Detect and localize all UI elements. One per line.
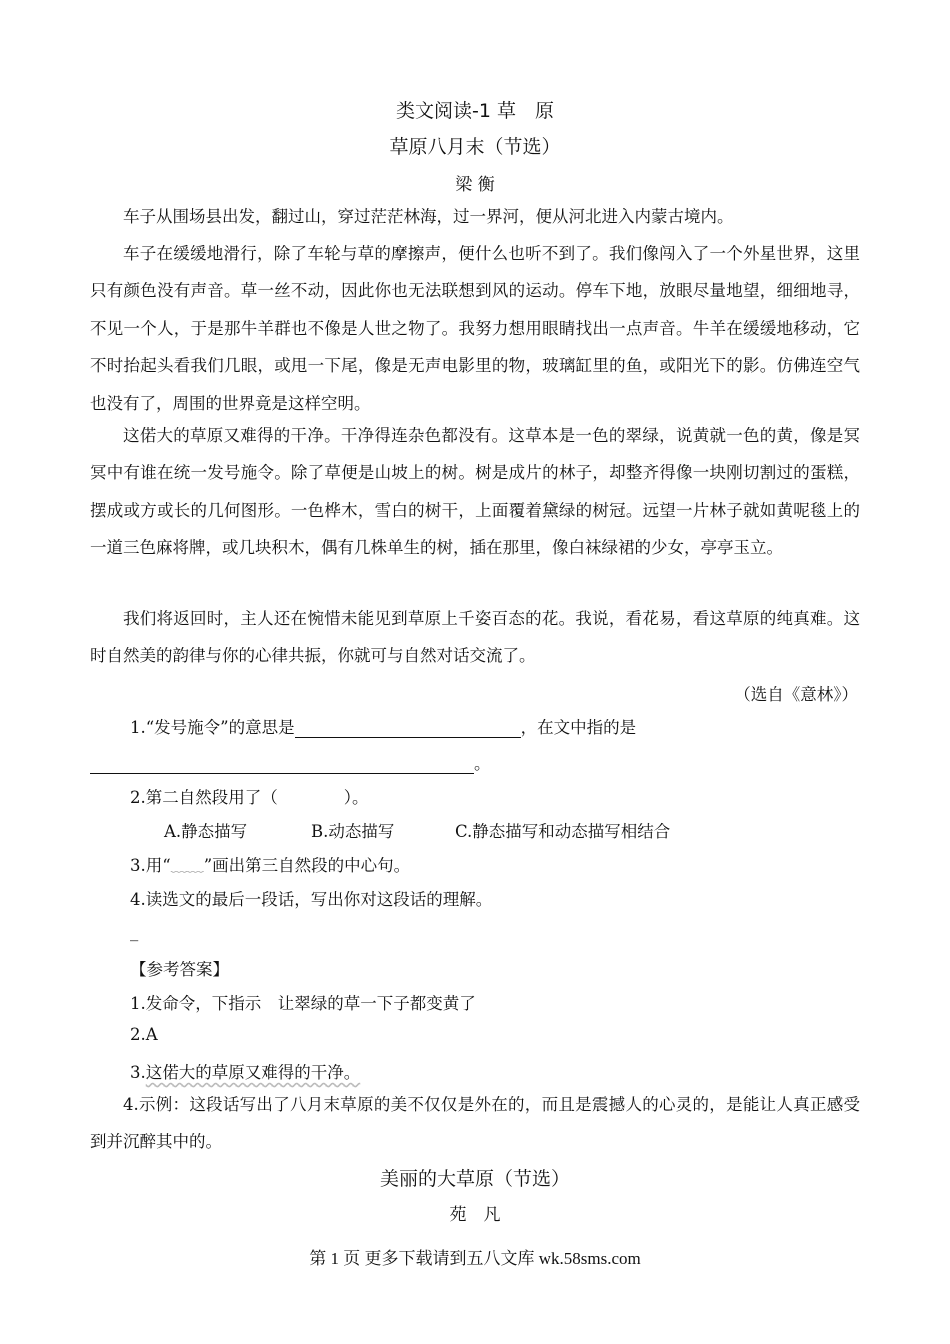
question-1-mid: ，在文中指的是 (520, 718, 637, 737)
paragraph-1: 车子从围场县出发，翻过山，穿过茫茫林海，过一界河，便从河北进入内蒙古境内。 (123, 207, 734, 226)
question-3 (130, 852, 410, 876)
answer-3-number: 3. (130, 1063, 146, 1082)
question-3-prefix: 3.用“ (130, 856, 171, 875)
question-2: 2.第二自然段用了（ ）。 (130, 788, 369, 807)
question-1-line-2 (90, 750, 491, 774)
wavy-line-mark: ﹏﹏ (170, 856, 204, 875)
question-1-prefix: 1.“发号施令”的意思是 (130, 718, 295, 737)
page-title: 类文阅读-1 草 原 (396, 100, 554, 122)
page-footer: 第 1 页 更多下载请到五八文库 wk.58sms.com (309, 1249, 641, 1268)
article-2-author: 苑 凡 (449, 1205, 501, 1225)
answer-3-text: 这偌大的草原又难得的干净。 (145, 1063, 361, 1082)
answer-blank-1[interactable] (295, 719, 521, 738)
question-4-blank[interactable]: _ (130, 922, 139, 941)
answer-3 (130, 1059, 360, 1083)
question-1-end: 。 (474, 754, 491, 773)
paragraph-2: 车子在缓缓地滑行，除了车轮与草的摩擦声，便什么也听不到了。我们像闯入了一个外星世界，这里只有颜色没有声音。草一丝不动，因此你也无法联想到风的运动。停车下地，放眼尽量地望，细细地寻，不见一个人，于是那牛羊群也不像是人世之物了。我努力想用眼睛找出一点声音。牛羊在缓缓地移动，它不时抬起头看我们几眼，或甩一下尾，像是无声电影里的物，玻璃缸里的鱼，或阳光下的影。仿佛连空气也没有了，周围的世界竟是这样空明。 (90, 244, 860, 413)
paragraph-4: 我们将返回时，主人还在惋惜未能见到草原上千姿百态的花。我说，看花易，看这草原的纯真难。这时自然美的韵律与你的心律共振，你就可与自然对话交流了。 (90, 609, 860, 666)
option-b[interactable]: B.动态描写 (311, 822, 395, 841)
question-3-suffix: ”画出第三自然段的中心句。 (203, 856, 411, 875)
answer-1: 1.发命令，下指示 让翠绿的草一下子都变黄了 (130, 994, 476, 1013)
answers-heading: 【参考答案】 (130, 960, 229, 979)
option-a[interactable]: A.静态描写 (164, 822, 248, 841)
paragraph-3: 这偌大的草原又难得的干净。干净得连杂色都没有。这草本是一色的翠绿，说黄就一色的黄，像是冥冥中有谁在统一发号施令。除了草便是山坡上的树。树是成片的林子，却整齐得像一块刚切割过的蛋糕，摆成或方或长的几何图形。一色桦木，雪白的树干，上面覆着黛绿的树冠。远望一片林子就如黄呢毯上的一道三色麻将牌，或几块积木，偶有几株单生的树，插在那里，像白袜绿裙的少女，亭亭玉立。 (90, 426, 860, 558)
article-2-title: 美丽的大草原（节选） (379, 1168, 570, 1190)
option-c[interactable]: C.静态描写和动态描写相结合 (455, 822, 671, 841)
answer-blank-2[interactable] (90, 755, 474, 774)
question-1 (130, 714, 636, 738)
answer-4: 4.示例：这段话写出了八月末草原的美不仅仅是外在的，而且是震撼人的心灵的，是能让人真正感受到并沉醉其中的。 (90, 1095, 860, 1152)
question-4: 4.读选文的最后一段话，写出你对这段话的理解。 (130, 890, 493, 909)
answer-2: 2.A (130, 1025, 158, 1044)
article-title: 草原八月末（节选） (389, 136, 561, 158)
article-source: （选自《意林》） (734, 685, 858, 704)
article-author: 梁 衡 (455, 175, 495, 195)
